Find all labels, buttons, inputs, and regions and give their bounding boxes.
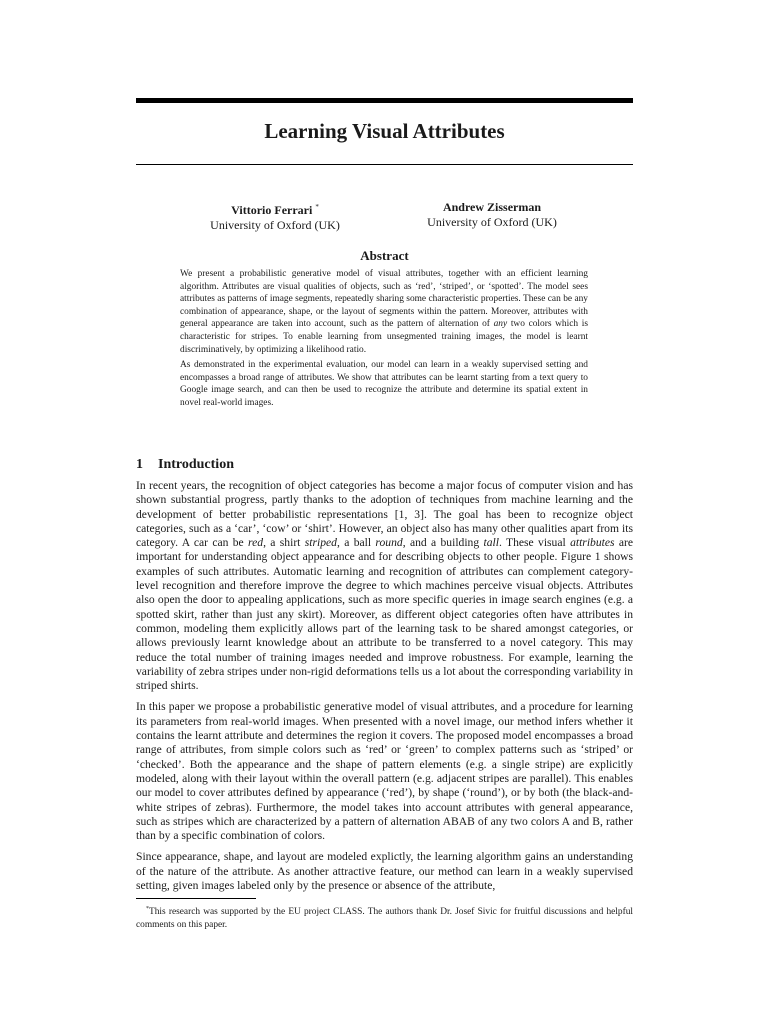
- abstract-body: [180, 268, 588, 413]
- author-affiliation-1: University of Oxford (UK): [210, 218, 340, 232]
- footnote-rule: [136, 898, 256, 899]
- abstract-paragraph-1: We present a probabilistic generative model of visual attributes, together with an efficient learning algorithm. Attributes are visual qualities of objects, such as ‘red’, ‘striped’, or ‘spotted’. The model sees attributes as patterns of image segments, repeatedly sharing some characteristic properties. These can be any combination of appearance, shape, or the layout of segments within the pattern. Moreover, attributes with general appearance are taken into account, such as the pattern of alternation of any two colors which is characteristic for stripes. To enable learning from unsegmented training images, the model is learnt discriminatively, by optimizing a likelihood ratio.: [180, 269, 588, 355]
- footnote: *This research was supported by the EU project CLASS. The authors thank Dr. Josef Sivic for fruitful discussions and helpful comments on this paper.: [136, 906, 633, 930]
- title-top-rule: [136, 98, 633, 103]
- author-name-1: Vittorio Ferrari *: [231, 203, 319, 217]
- author-affiliation-2: University of Oxford (UK): [427, 215, 557, 229]
- intro-paragraph-3: Since appearance, shape, and layout are modeled explictly, the learning algorithm gains an understanding of the nature of the attribute. As another attractive feature, our method can learn in a weakly supervised setting, given images labeled only by the presence or absence of the attribute,: [136, 850, 633, 893]
- introduction-body: [136, 479, 633, 900]
- section-title: Introduction: [158, 457, 234, 472]
- intro-paragraph-1: In recent years, the recognition of object categories has become a major focus of computer vision and has shown substantial progress, partly thanks to the adoption of techniques from machine learning and the development of better probabilistic representations [1, 3]. The goal has been to recognize object categories, such as a ‘car’, ‘cow’ or ‘shirt’. However, an object also has many other qualities apart from its category. A car can be red, a shirt striped, a ball round, and a building tall. These visual attributes are important for understanding object appearance and for describing objects to other people. Figure 1 shows examples of such attributes. Automatic learning and recognition of attributes can complement category-level recognition and therefore improve the degree to which machines perceive visual objects. Attributes also open the door to appealing applications, such as more specific queries in image search engines (e.g. a spotted skirt, rather than just any skirt). Moreover, as different object categories often have attributes in common, modeling them explicitly allows part of the learning task to be shared amongst categories, or allows previously learnt knowledge about an attribute to be transferred to a novel category. This may reduce the total number of training images needed and improve robustness. For example, learning the variability of zebra stripes under non-rigid deformations tells us a lot about the corresponding variability in striped shirts.: [136, 479, 634, 693]
- author-block-1: [175, 200, 375, 233]
- section-heading-introduction: [136, 456, 234, 474]
- footnote-mark: *: [146, 906, 149, 912]
- section-number: 1: [136, 457, 143, 472]
- abstract-paragraph-2: As demonstrated in the experimental evaluation, our model can learn in a weakly supervised setting and encompasses a broad range of attributes. We show that attributes can be learnt starting from a text query to Google image search, and can then be used to recognize the attribute and determine its spatial extent in novel real-world images.: [180, 360, 588, 408]
- paper-title: Learning Visual Attributes: [264, 119, 505, 143]
- title-bottom-rule: [136, 164, 633, 165]
- author-footnote-mark: *: [315, 203, 319, 211]
- author-block-2: [392, 200, 592, 230]
- intro-paragraph-2: In this paper we propose a probabilistic generative model of visual attributes, and a procedure for learning its parameters from real-world images. When presented with a novel image, our method infers whether it contains the learnt attribute and determines the region it covers. The proposed model encompasses a broad range of attributes, from simple colors such as ‘red’ or ‘green’ to complex patterns such as ‘striped’ or ‘checked’. Both the appearance and the shape of pattern elements (e.g. a single stripe) are explicitly modeled, along with their layout within the overall pattern (e.g. adjacent stripes are parallel). This enables our model to cover attributes defined by appearance (‘red’), by shape (‘round’), or by both (the black-and-white stripes of zebras). Furthermore, the model takes into account attributes with general appearance, such as stripes which are characterized by a pattern of alternation ABAB of any two colors A and B, rather than by a specific combination of colors.: [136, 700, 633, 843]
- abstract-heading: Abstract: [360, 248, 409, 263]
- author-name-2: Andrew Zisserman: [442, 200, 542, 214]
